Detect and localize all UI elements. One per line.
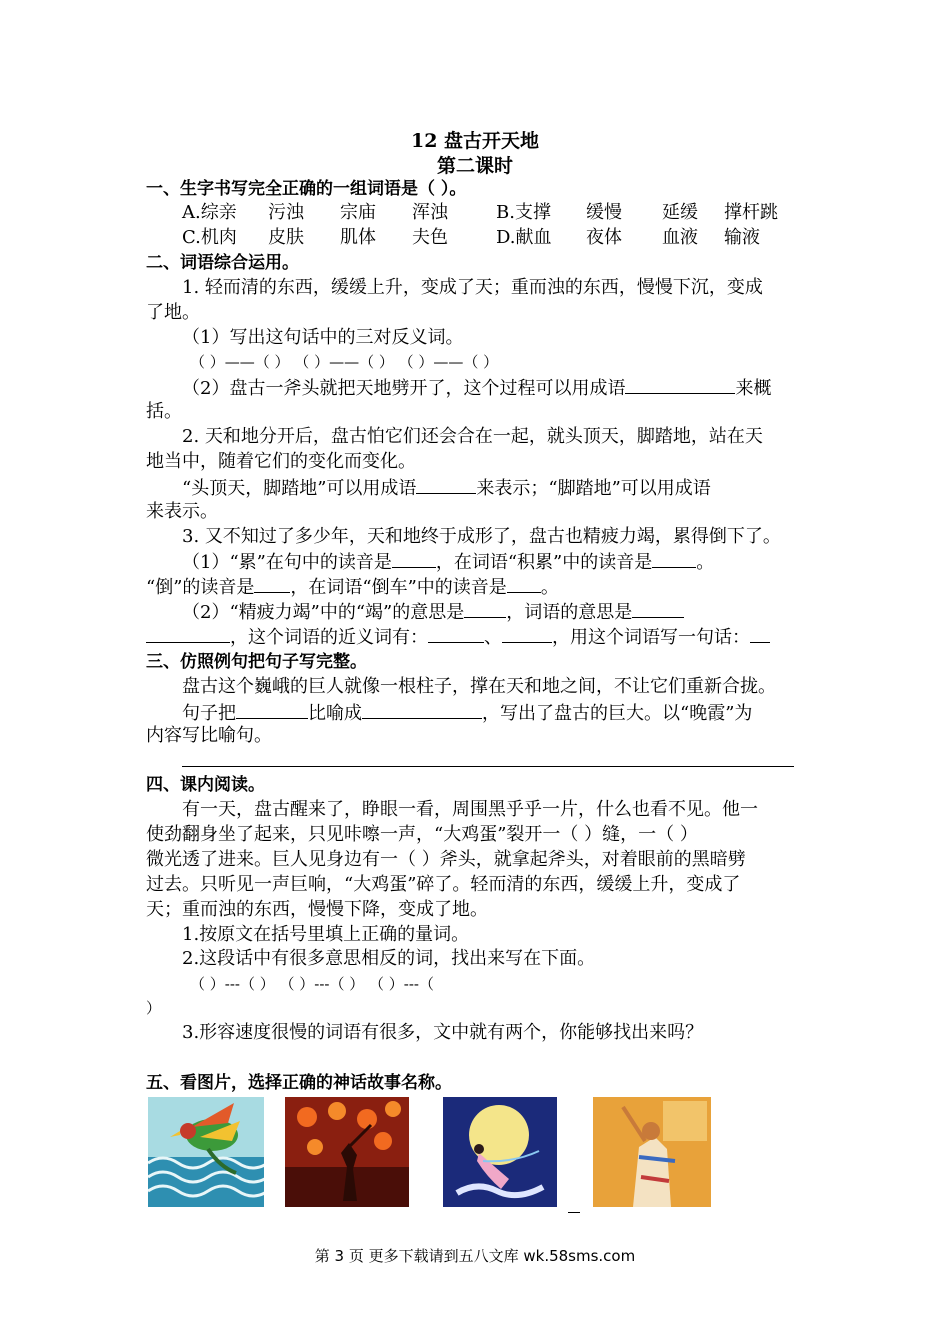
option-word: 输液 (724, 227, 760, 248)
option-word: 缓慢 (586, 202, 622, 223)
s3-prompt-text: 句子把 (182, 703, 236, 724)
q2-1-sub2-cont: 括。 (146, 401, 182, 422)
q2-3-sub2-cont-sep: 、 (484, 627, 502, 648)
dash-mark (568, 1212, 580, 1213)
raised-arm-figure-picture (593, 1097, 711, 1207)
q2-1-text-cont: 了地。 (146, 302, 200, 323)
q2-2-question-text: “头顶天，脚踏地”可以用成语 (182, 478, 417, 499)
moon-flying-lady-picture (443, 1097, 557, 1207)
q2-3-sub1-text-2: ，在词语“积累”中的读音是 (435, 552, 653, 573)
idiom-blank[interactable] (416, 475, 476, 494)
s4-q3: 3.形容速度很慢的词语有很多，文中就有两个，你能够找出来吗？ (182, 1022, 704, 1043)
q2-3-sub2-cont (146, 624, 816, 650)
s3-prompt-cont: 内容写比喻句。 (146, 725, 272, 746)
q2-3-sub2-cont-text-2: ，用这个词语写一句话： (552, 627, 750, 648)
pinyin-blank[interactable] (652, 549, 696, 568)
pinyin-blank[interactable] (507, 574, 541, 593)
option-word: A.综亲 (182, 202, 237, 223)
reading-passage-line: 天；重而浊的东西，慢慢下降，变成了地。 (146, 899, 488, 920)
synonym-blank[interactable] (428, 624, 484, 643)
section-2-heading: 二、词语综合运用。 (146, 253, 299, 273)
q2-3-sub2-cont-text: ，这个词语的近义词有： (230, 627, 428, 648)
s4-q2: 2.这段话中有很多意思相反的词，找出来写在下面。 (182, 948, 596, 969)
pinyin-blank[interactable] (254, 574, 290, 593)
reading-passage-line: 有一天，盘古醒来了，睁眼一看，周围黑乎乎一片，什么也看不见。他一 (182, 799, 758, 820)
option-word: 污浊 (268, 202, 304, 223)
pinyin-blank[interactable] (392, 549, 436, 568)
option-word: 浑浊 (412, 202, 448, 223)
q2-3-sub1-cont (146, 574, 816, 600)
synonym-blank[interactable] (502, 624, 552, 643)
suns-figure-picture (285, 1097, 409, 1207)
option-row-ab (182, 201, 852, 225)
lesson-subtitle: 第二课时 (436, 155, 513, 177)
q2-2-question-cont: 来表示。 (146, 501, 218, 522)
reading-passage-line: 使劲翻身坐了起来，只见咔嚓一声，“大鸡蛋”裂开一（ ）缝，一（ ） (146, 824, 698, 845)
section-1-heading: 一、生字书写完全正确的一组词语是（ ）。 (146, 179, 467, 199)
antonym-pairs-blanks: （ ）---（ ） （ ）---（ ） （ ）---（ (190, 975, 434, 993)
q2-2-text: 2. 天和地分开后，盘古怕它们还会合在一起，就头顶天，脚踏地，站在天 (182, 426, 763, 447)
lesson-title: 12 盘古开天地 (410, 130, 540, 152)
option-word: 夜体 (586, 227, 622, 248)
section-4-heading: 四、课内阅读。 (146, 775, 265, 795)
q2-3-sub2-text-2: ，词语的意思是 (506, 602, 633, 623)
fill-blank[interactable] (236, 700, 308, 719)
q2-1-sub2 (182, 375, 852, 401)
option-word: B.支撑 (496, 202, 551, 223)
q2-2-text-cont: 地当中，随着它们的变化而变化。 (146, 451, 416, 472)
example-sentence: 盘古这个巍峨的巨人就像一根柱子，撑在天和地之间，不让它们重新合拢。 (182, 676, 776, 697)
section-5-heading: 五、看图片，选择正确的神话故事名称。 (146, 1073, 452, 1093)
q2-3-text: 3. 又不知过了多少年，天和地终于成形了，盘古也精疲力竭，累得倒下了。 (182, 526, 781, 547)
q2-2-question (182, 475, 852, 501)
q2-3-sub2-text: （2）“精疲力竭”中的“竭”的意思是 (182, 602, 465, 623)
page-footer: 第 3 页 更多下载请到五八文库 wk.58sms.com (314, 1247, 636, 1265)
sentence-blank[interactable] (750, 624, 770, 643)
option-word: 肌体 (340, 227, 376, 248)
option-word: 血液 (662, 227, 698, 248)
answer-line[interactable] (182, 766, 794, 767)
idiom-blank[interactable] (625, 375, 735, 394)
q2-3-sub1-cont-text-3: 。 (540, 577, 559, 598)
option-word: 宗庙 (340, 202, 376, 223)
q2-3-sub1-text: （1）“累”在句中的读音是 (182, 552, 392, 573)
q2-1-text: 1. 轻而清的东西，缓缓上升，变成了天；重而浊的东西，慢慢下沉，变成 (182, 277, 763, 298)
meaning-blank[interactable] (146, 624, 230, 643)
option-row-cd (182, 226, 852, 250)
option-word: 延缓 (662, 202, 698, 223)
s4-q1: 1.按原文在括号里填上正确的量词。 (182, 924, 470, 945)
q2-3-sub2 (182, 599, 852, 625)
option-word: 撑杆跳 (724, 202, 778, 223)
meaning-blank[interactable] (632, 599, 684, 618)
q2-1-sub2-text-end: 来概 (735, 378, 772, 399)
fill-blank[interactable] (362, 700, 482, 719)
section-3-heading: 三、仿照例句把句子写完整。 (146, 652, 367, 672)
option-word: 夫色 (412, 227, 448, 248)
meaning-blank[interactable] (464, 599, 506, 618)
option-word: C.机肉 (182, 227, 237, 248)
q2-1-sub2-text: （2）盘古一斧头就把天地劈开了，这个过程可以用成语 (182, 378, 626, 399)
antonym-pairs-blanks: （ ）——（ ） （ ）——（ ） （ ）——（ ） (190, 353, 499, 371)
s3-prompt-text-2: 比喻成 (308, 703, 362, 724)
s3-prompt-text-3: ，写出了盘古的巨大。以“晚霞”为 (482, 703, 753, 724)
q2-3-sub1-cont-text: “倒”的读音是 (146, 577, 255, 598)
bird-over-sea-picture (148, 1097, 264, 1207)
s3-prompt (182, 700, 852, 726)
reading-passage-line: 过去。只听见一声巨响，“大鸡蛋”碎了。轻而清的东西，缓缓上升，变成了 (146, 874, 741, 895)
q2-3-sub1 (182, 549, 852, 575)
option-word: D.献血 (496, 227, 552, 248)
q2-3-sub1-text-3: 。 (696, 552, 715, 573)
reading-passage-line: 微光透了进来。巨人见身边有一（ ）斧头，就拿起斧头，对着眼前的黑暗劈 (146, 849, 746, 870)
option-word: 皮肤 (268, 227, 304, 248)
q2-1-sub1: （1）写出这句话中的三对反义词。 (182, 327, 464, 348)
q2-3-sub1-cont-text-2: ，在词语“倒车”中的读音是 (290, 577, 507, 598)
antonym-pairs-end: ） (146, 999, 162, 1017)
q2-2-question-text-2: 来表示；“脚踏地”可以用成语 (476, 478, 711, 499)
